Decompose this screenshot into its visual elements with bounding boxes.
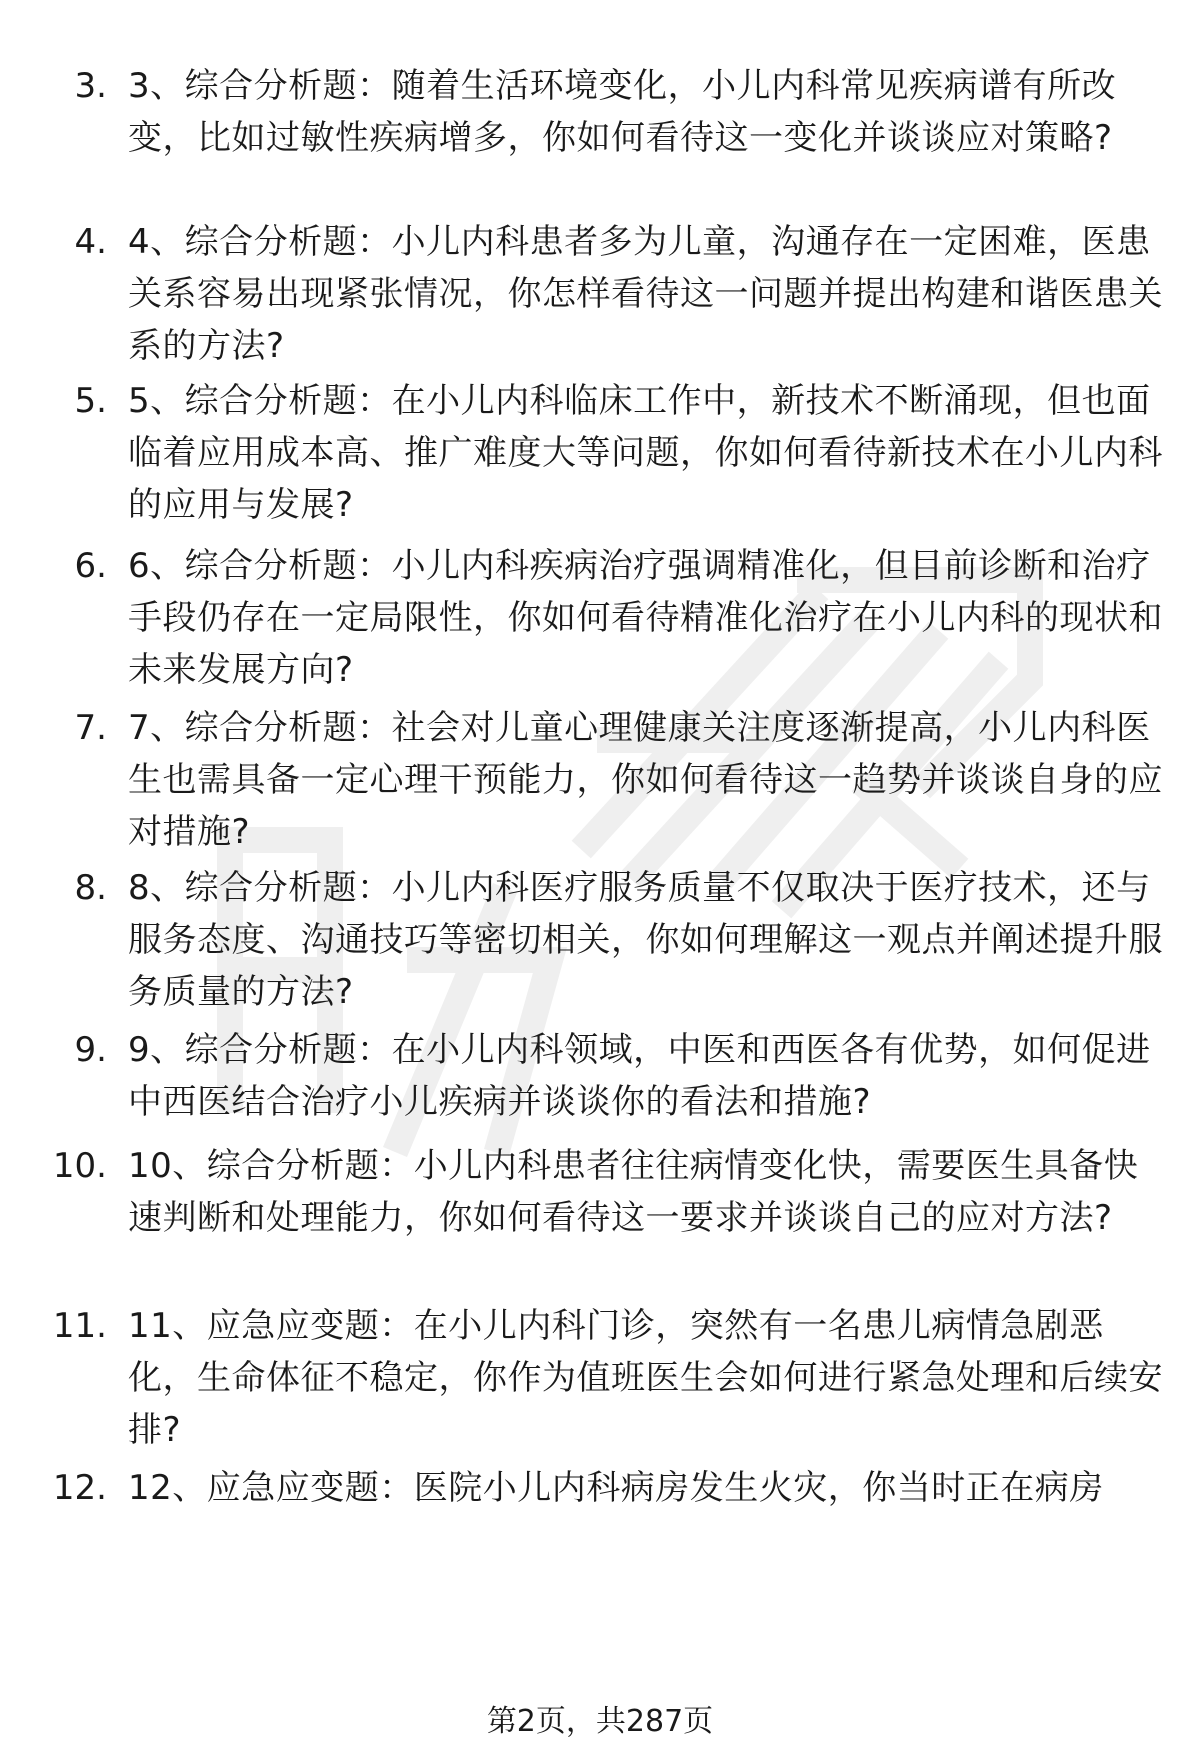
list-item-text: 7、综合分析题：社会对儿童心理健康关注度逐渐提高，小儿内科医生也需具备一定心理干预能力，你如何看待这一趋势并谈谈自身的应对措施?	[128, 708, 1163, 852]
list-item-text: 9、综合分析题：在小儿内科领域，中医和西医各有优势，如何促进中西医结合治疗小儿疾病并谈谈你的看法和措施?	[128, 1030, 1151, 1122]
list-item-number: 9.	[74, 1030, 107, 1070]
list-item-number: 3.	[74, 66, 107, 106]
list-item-number: 4.	[74, 222, 107, 262]
list-item-text: 4、综合分析题：小儿内科患者多为儿童，沟通存在一定困难，医患关系容易出现紧张情况，你怎样看待这一问题并提出构建和谐医患关系的方法?	[128, 222, 1163, 366]
list-item-text: 5、综合分析题：在小儿内科临床工作中，新技术不断涌现，但也面临着应用成本高、推广难度大等问题，你如何看待新技术在小儿内科的应用与发展?	[128, 381, 1163, 525]
list-item-number: 10.	[52, 1146, 107, 1186]
list-item-text: 8、综合分析题：小儿内科医疗服务质量不仅取决于医疗技术，还与服务态度、沟通技巧等密切相关，你如何理解这一观点并阐述提升服务质量的方法?	[128, 868, 1163, 1012]
page-number: 第2页，共287页	[486, 1704, 714, 1739]
list-item-number: 6.	[74, 546, 107, 586]
list-item-number: 12.	[52, 1468, 107, 1508]
list-item-number: 5.	[74, 381, 107, 421]
list-item-text: 11、应急应变题：在小儿内科门诊，突然有一名患儿病情急剧恶化，生命体征不稳定，你作为值班医生会如何进行紧急处理和后续安排?	[128, 1306, 1163, 1450]
list-item-number: 11.	[52, 1306, 107, 1346]
list-item-number: 7.	[74, 708, 107, 748]
list-item-text: 12、应急应变题：医院小儿内科病房发生火灾，你当时正在病房	[128, 1468, 1104, 1508]
list-item-number: 8.	[74, 868, 107, 908]
list-item-text: 10、综合分析题：小儿内科患者往往病情变化快，需要医生具备快速判断和处理能力，你如何看待这一要求并谈谈自己的应对方法?	[128, 1146, 1139, 1238]
list-item-text: 3、综合分析题：随着生活环境变化，小儿内科常见疾病谱有所改变，比如过敏性疾病增多，你如何看待这一变化并谈谈应对策略?	[128, 66, 1117, 158]
list-item-text: 6、综合分析题：小儿内科疾病治疗强调精准化，但目前诊断和治疗手段仍存在一定局限性，你如何看待精准化治疗在小儿内科的现状和未来发展方向?	[128, 546, 1163, 690]
